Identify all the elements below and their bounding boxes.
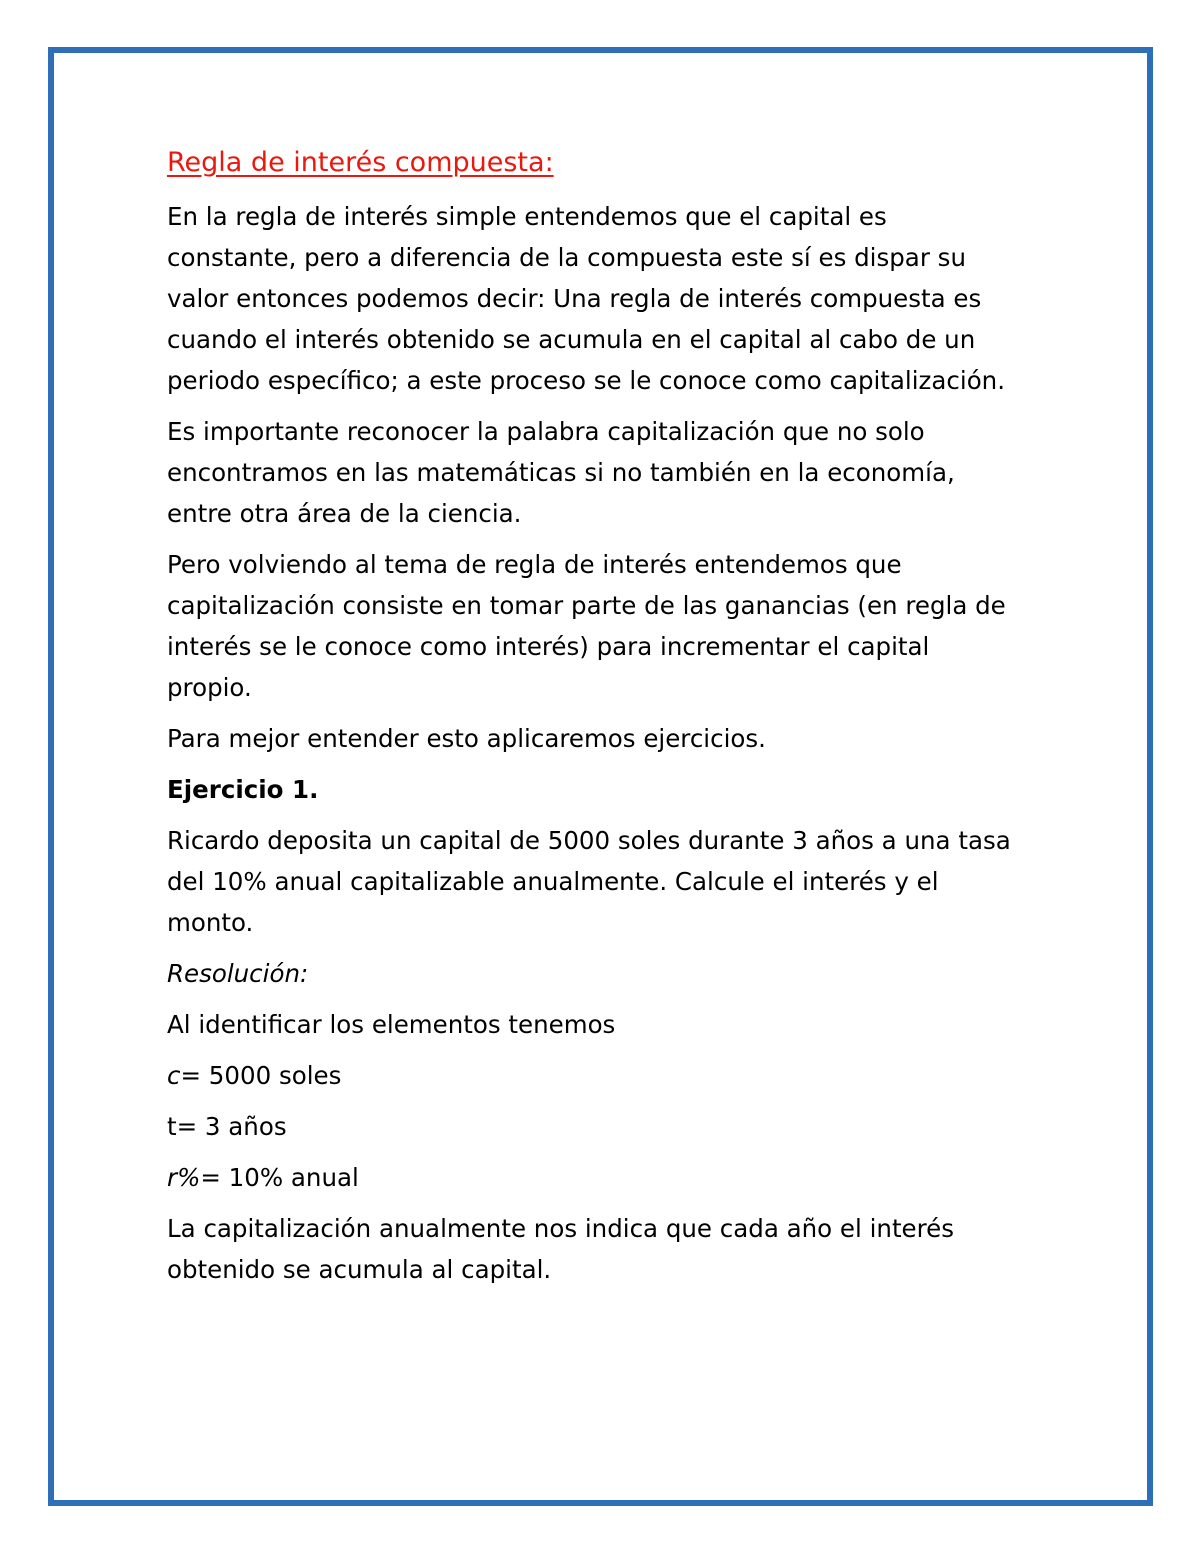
exercise-heading: Ejercicio 1. — [167, 775, 319, 804]
paragraph-conclusion — [167, 1208, 1067, 1290]
text-line: valor entonces podemos decir: Una regla de interés compuesta es — [167, 284, 982, 313]
text-line: monto. — [167, 908, 254, 937]
text-line: encontramos en las matemáticas si no también en la economía, — [167, 458, 955, 487]
text-line: capitalización consiste en tomar parte de las ganancias (en regla de — [167, 591, 1006, 620]
variable-r: r% — [167, 1163, 201, 1192]
text-line: constante, pero a diferencia de la compuesta este sí es dispar su — [167, 243, 966, 272]
variable-c: c — [167, 1061, 181, 1090]
text-line: Pero volviendo al tema de regla de interés entendemos que — [167, 550, 902, 579]
text-line: En la regla de interés simple entendemos que el capital es — [167, 202, 887, 231]
page-title: Regla de interés compuesta: — [167, 147, 554, 178]
exercise-statement — [167, 820, 1067, 943]
text-line: propio. — [167, 673, 252, 702]
paragraph-definition — [167, 544, 1067, 708]
element-rate — [167, 1157, 1067, 1198]
resolution-label: Resolución: — [167, 959, 309, 988]
value-r: = 10% anual — [200, 1163, 359, 1192]
text-line: periodo específico; a este proceso se le conoce como capitalización. — [167, 366, 1006, 395]
element-capital — [167, 1055, 1067, 1096]
document-body — [167, 141, 1067, 1300]
text-line: del 10% anual capitalizable anualmente. Calcule el interés y el — [167, 867, 939, 896]
text-line: La capitalización anualmente nos indica que cada año el interés — [167, 1214, 954, 1243]
text-line: obtenido se acumula al capital. — [167, 1255, 552, 1284]
value-c: = 5000 soles — [180, 1061, 342, 1090]
text-line: cuando el interés obtenido se acumula en el capital al cabo de un — [167, 325, 976, 354]
text-line: Ricardo deposita un capital de 5000 soles durante 3 años a una tasa — [167, 826, 1011, 855]
element-time: t= 3 años — [167, 1112, 287, 1141]
paragraph-capitalization — [167, 411, 1067, 534]
paragraph-exercises-intro: Para mejor entender esto aplicaremos ejercicios. — [167, 724, 766, 753]
text-line: entre otra área de la ciencia. — [167, 499, 522, 528]
text-line: interés se le conoce como interés) para incrementar el capital — [167, 632, 930, 661]
paragraph-intro — [167, 196, 1067, 401]
identify-text: Al identificar los elementos tenemos — [167, 1010, 616, 1039]
text-line: Es importante reconocer la palabra capitalización que no solo — [167, 417, 925, 446]
